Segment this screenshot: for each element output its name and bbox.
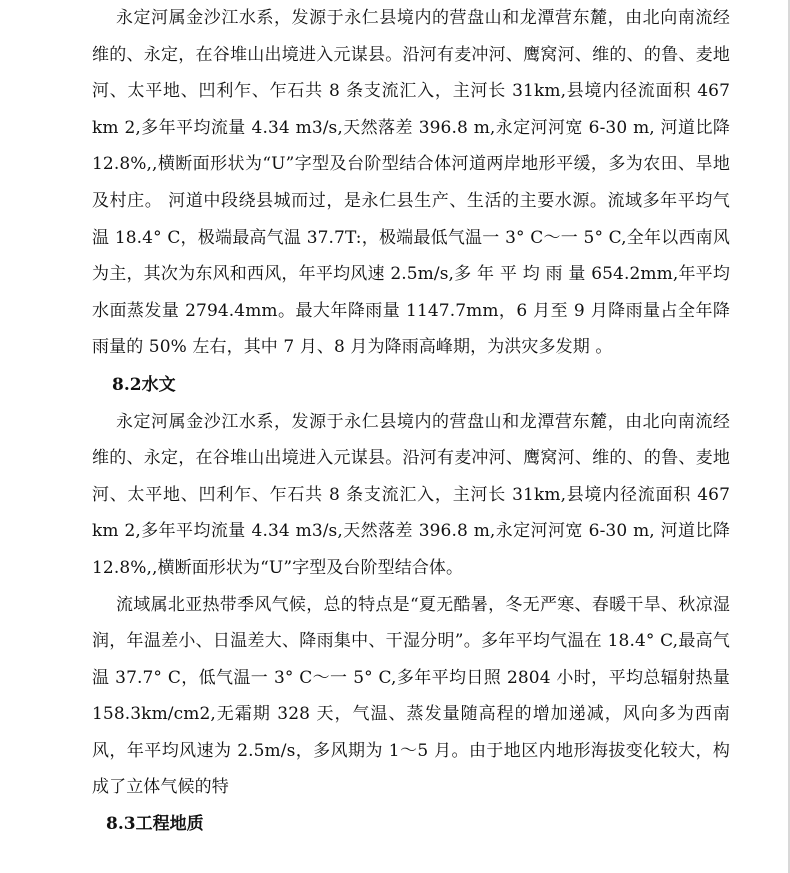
section-heading-geology: 8.3工程地质 bbox=[106, 814, 204, 835]
section-heading-hydrology: 8.2水文 bbox=[112, 374, 176, 395]
document-body bbox=[92, 0, 730, 843]
paragraph-river-overview: 永定河属金沙江水系，发源于永仁县境内的营盘山和龙潭营东麓，由北向南流经维的、永定，在谷堆山出境进入元谋县。沿河有麦冲河、鹰窝河、维的、的鲁、麦地河、太平地、凹利乍、乍石共 8 条支流汇入，主河长 31km,县境内径流面积 467 km 2,多年平均流量 4.34 m3/s,天然落差 396.8 m,永定河河宽 6-30 m, 河道比降 12.8%,,横断面形状为“U”字型及台阶型结合体河道两岸地形平缓，多为农田、旱地及村庄。 河道中段绕县城而过，是永仁县生产、生活的主要水源。流域多年平均气温 18.4° C，极端最高气温 37.7T:，极端最低气温一 3° C～一 5° C,全年以西南风为主，其次为东风和西风，年平均风速 2.5m/s,多 年 平 均 雨 量 654.2mm,年平均水面蒸发量 2794.4mm。最大年降雨量 1147.7mm，6 月至 9 月降雨量占全年降雨量的 50% 左右，其中 7 月、8 月为降雨高峰期，为洪灾多发期 。 bbox=[92, 8, 730, 358]
paragraph-hydrology: 永定河属金沙江水系，发源于永仁县境内的营盘山和龙潭营东麓，由北向南流经维的、永定，在谷堆山出境进入元谋县。沿河有麦冲河、鹰窝河、维的、的鲁、麦地河、太平地、凹利乍、乍石共 8 条支流汇入，主河长 31km,县境内径流面积 467 km 2,多年平均流量 4.34 m3/s,天然落差 396.8 m,永定河河宽 6-30 m, 河道比降 12.8%,,横断面形状为“U”字型及台阶型结合体。 bbox=[92, 411, 730, 578]
paragraph-climate: 流域属北亚热带季风气候，总的特点是“夏无酷暑，冬无严寒、春暖干旱、秋凉湿润，年温差小、日温差大、降雨集中、干湿分明”。多年平均气温在 18.4° C,最高气温 37.7° C，低气温一 3° C～一 5° C,多年平均日照 2804 小时，平均总辐射热量 158.3km/cm2,无霜期 328 天，气温、蒸发量随高程的增加递减，风向多为西南风，年平均风速为 2.5m/s，多风期为 1～5 月。由于地区内地形海拔变化较大，构成了立体气候的特 bbox=[92, 594, 730, 798]
